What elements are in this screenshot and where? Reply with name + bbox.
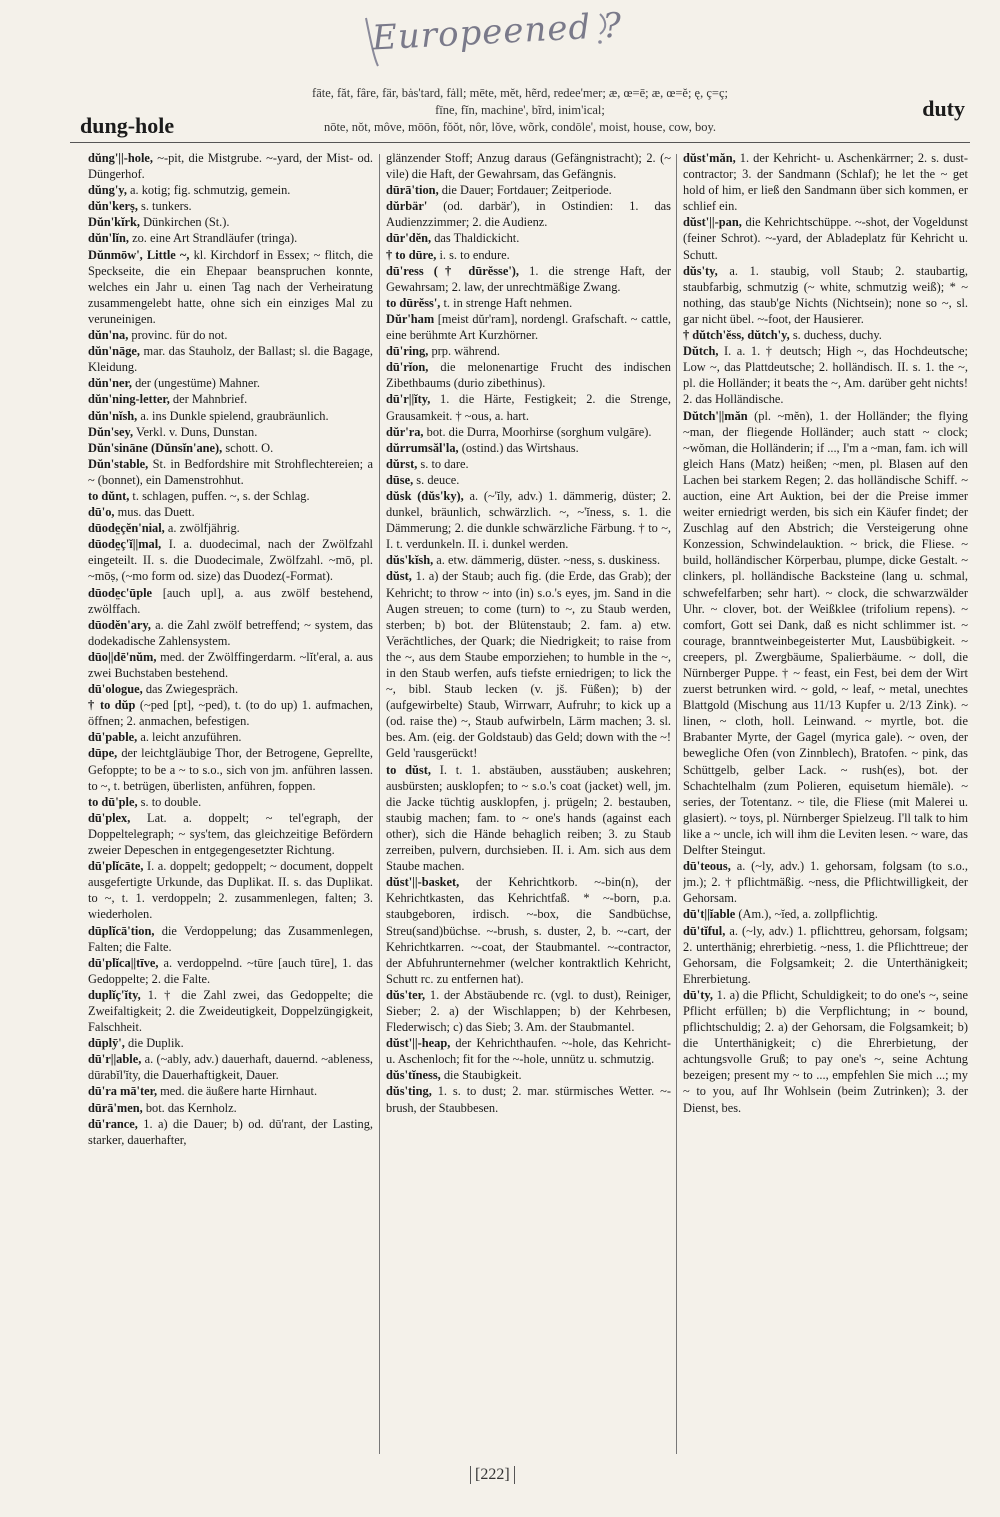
entry-definition: I. a. duodecimal, nach der Zwölfzahl eingeteilt. II. s. die Duodecimale, Zwölfzahl. ~mō, pl. ~mōṣ, (~mo form od. size) das Duodez(-Format). [88, 537, 373, 584]
entry-definition: bot. die Durra, Moorhirse (sorghum vulgāre). [423, 424, 652, 439]
entry-headword: to dū'ple, [88, 794, 138, 809]
entry-definition: t. in strenge Haft nehmen. [440, 295, 573, 310]
entry-definition: (~ped [pt], ~ped), t. (to do up) 1. aufmachen, öffnen; 2. anmachen, befestigen. [88, 698, 373, 729]
dictionary-entry [88, 504, 373, 520]
entry-headword: dŭn'ning-letter, [88, 392, 170, 407]
entry-definition: [auch upl], a. aus zwölf bestehend, zwölffach. [88, 585, 373, 616]
entry-headword: dū'plex, [88, 810, 131, 825]
entry-headword: dŭst'măn, [683, 151, 736, 165]
entry-headword: dū'plĭcāte, [88, 859, 144, 874]
entry-headword: dŭn'nĭsh, [88, 408, 138, 423]
column-middle [386, 150, 671, 1460]
entry-definition: kl. Kirchdorf in Essex; ~ flitch, die Speckseite, die ein Ehepaar beanspruchen konnte, welches ein Jahr u. einen Tag nach der Verheiratung zusammengelebt hatte, ohne sich ein einziges Mal zu veruneinigen. [88, 247, 373, 326]
entry-definition: (Am.), ~ĭed, a. zollpflichtig. [735, 907, 878, 922]
entry-headword: dŭst'||-basket, [386, 875, 460, 890]
dictionary-entry [88, 745, 373, 793]
dictionary-entry [386, 488, 671, 552]
entry-headword: dŭrst, [386, 456, 418, 471]
entry-headword: dŭn'kerṣ, [88, 199, 138, 214]
dictionary-entry [88, 536, 373, 584]
entry-headword: duplĭç'ĭty, [88, 987, 141, 1002]
entry-headword: dūode̤ç'ĭ||mal, [88, 537, 162, 552]
dictionary-entry [386, 247, 671, 263]
entry-definition: ~-pit, die Mistgrube. ~-yard, der Mist- od. Düngerhof. [88, 151, 373, 182]
dictionary-entry [88, 327, 373, 343]
dictionary-entry [88, 1051, 373, 1083]
entry-definition: die Kehrichtschüppe. ~-shot, der Vogeldunst (feiner Schrot). ~-yard, der Abladeplatz für Kehricht u. Schutt. [683, 215, 968, 262]
pronunciation-key-line: nōte, nŏt, môve, mōōn, fŏŏt, nôr, lŏve, wõrk, condōle', moist, house, cow, boy. [323, 120, 717, 134]
dictionary-entry [88, 343, 373, 375]
dictionary-entry [683, 343, 968, 407]
entry-headword: dŭrrumsăl'la, [386, 440, 459, 455]
entry-definition: a. (~'ĭly, adv.) 1. dämmerig, düster; 2. dunkel, bräunlich, schwärzlich. ~, ~'ĭness, s. 1. die Dämmerung; 2. die dunkle schwärzliche Färbung. † to ~, I. t. verdunkeln. II. i. dunkel werden. [386, 488, 671, 552]
entry-headword: dū'tĭful, [683, 923, 726, 938]
entry-definition: s. deuce. [413, 472, 460, 487]
entry-definition: 1. der Abstäubende rc. (vgl. to dust), Reiniger, Sieber; 2. a) der Wischlappen; b) der Kehrbesen, Flederwisch; c) das Sieb; 3. Am. der Staubmantel. [386, 987, 671, 1035]
entry-headword: dŭng'y, [88, 183, 127, 198]
entry-definition: (ostind.) das Wirtshaus. [458, 440, 579, 455]
page-number: [222] [470, 1466, 515, 1484]
entry-headword: † to dŭp [88, 698, 136, 713]
entry-definition: die Duplik. [124, 1036, 184, 1051]
entry-definition: 1. a) die Dauer; b) od. dū'rant, der Lasting, starker, dauerhafter, [88, 1116, 373, 1147]
entry-headword: dŭn'ner, [88, 376, 132, 391]
entry-definition: I. t. 1. abstäuben, ausstäuben; auskehren; ausbürsten; ausklopfen; to ~ s.o.'s coat (jacket) well, jm. die Jacke tüchtig ausklopfen, j. prügeln; 2. bestauben, staubig machen; fam. to ~ one's hands (against each other), sich die Hände behaglich reiben; 3. zu Staub zerreiben, pulvern, durchsieben. II. i. Am. sich aus dem Staube machen. [386, 762, 671, 874]
dictionary-entry [88, 681, 373, 697]
dictionary-entry [88, 391, 373, 407]
entry-definition: I. a. doppelt; gedoppelt; ~ document, doppelt ausgefertigte Urkunde, das Duplikat. II. s. das Duplikat. to ~, t. 1. verdoppeln; 2. zusammenlegen, falten; 3. wiederholen. [88, 859, 373, 922]
dictionary-entry [88, 440, 373, 456]
entry-headword: dūode̤çĕn'nial, [88, 521, 165, 536]
entry-definition: s. duchess, duchy. [789, 328, 882, 343]
dictionary-entry [386, 182, 671, 198]
entry-definition: t. schlagen, puffen. ~, s. der Schlag. [129, 488, 310, 503]
dictionary-entry [88, 1083, 373, 1099]
entry-headword: Dŭr'ham [386, 311, 435, 326]
dictionary-entry [386, 1067, 671, 1083]
dictionary-entry [88, 1116, 373, 1148]
entry-headword: dūrā'tion, [386, 183, 439, 198]
dictionary-entry [386, 874, 671, 987]
column-left [88, 150, 373, 1460]
entry-definition: (pl. ~mĕn), 1. der Holländer; the flying ~man, der fliegende Holländer; auch statt ~ clock; ~wŏman, die Holländerin; if ..., I'm a ~man, fam. ich will gleich Hans (Matz) heißen; ~men, pl. Blasen auf den Lachen bei starkem Regen; 2. das holländische Schiff. ~ auction, eine Art Auktion, bei der die Preise immer weiter erniedrigt werden, bis sich ein Käufer findet; der Zuschlag auf den Abstrich; die Versteigerung ohne Konzession, Schwindelauktion. ~ brick, die Fliese. ~ build, holländischer Körperbau, plumpe, dicke Gestalt. ~ clinkers, pl. holländische Backsteine (lang u. schmal, schwefelfarben; sehr hart). ~ clock, die schwarzwälder Uhr. ~ clover, bot. der Weißklee (trifolium repens). ~ comfort, Gott sei Dank, daß es nicht schlimmer ist. ~ courage, branntweinbegeisterter Mut, Lausbübigkeit. ~ creepers, pl. Zwergbäume, Spalierbäume. ~ doll, die Nürnberger Puppe. † ~ feast, ein Fest, bei dem der Wirt zuerst betrunken wird. ~ gold, ~ leaf, ~ metal, unechtes Blattgold (Mischung aus 11/13 Kupfer u. 2/13 Zink). ~ linen, ~ cloth, holl. Leinwand. ~ myrtle, bot. die Brabanter Myrte, der Gagel (myrica gale). ~ oven, der bewegliche Ofen (von Zinnblech), Bratofen. ~ pink, das Schüttgelb, gelber Lack. ~ rush(es), bot. der Schachtelhalm (zum Polieren, equisetum hiemāle). ~ series, der Totentanz. ~ tile, die Fliese (mit Malerei u. glasiert). ~ toys, pl. Nürnberger Spielzeug. I'll talk to him like a ~ uncle, ich will ihm die Leviten lesen. ~ ware, das Delfter Steingut. [683, 408, 968, 858]
entry-definition: a. zwölfjährig. [164, 521, 240, 536]
entry-headword: dū'r||able, [88, 1052, 142, 1067]
pronunciation-key-line: fīne, fĭn, machine', bĩrd, inim'ical; [435, 103, 605, 117]
dictionary-entry [386, 762, 671, 875]
dictionary-entry [88, 520, 373, 536]
entry-headword: dū'ring, [386, 344, 429, 359]
entry-headword: dū'rance, [88, 1116, 138, 1131]
entry-definition: med. der Zwölffingerdarm. ~lĭt'eral, a. aus zwei Buchstaben bestehend. [88, 649, 373, 680]
dictionary-entry [88, 456, 373, 488]
dictionary-entry [386, 343, 671, 359]
entry-headword: dū'r||ĭty, [386, 392, 431, 407]
dictionary-entry [386, 198, 671, 230]
dictionary-entry [683, 327, 968, 343]
dictionary-entry [386, 552, 671, 568]
entry-definition: 1. a) die Pflicht, Schuldigkeit; to do one's ~, seine Pflicht erfüllen; b) die Verpflichtung; in ~ bound, pflichtschuldig; 2. a) der Gehorsam, die Folgsamkeit; b) die Unterthänigkeit; c) die Ehrerbietung, der achtungsvolle Gruß; to pay one's ~, seine Achtung bezeigen; present my ~ to ..., empfehlen Sie mich ...; my ~ to you, auf Ihr Wohlsein (beim Zutrinken); 3. der Dienst, bes. [683, 987, 968, 1115]
dictionary-entry [683, 987, 968, 1116]
entry-headword: dŭn'nāge, [88, 344, 140, 359]
dictionary-entry [88, 488, 373, 504]
entry-headword: to dūrĕss', [386, 295, 441, 310]
dictionary-entry [88, 697, 373, 729]
entry-definition: die Verdoppelung; das Zusammenlegen, Falten; die Falte. [88, 923, 373, 954]
dictionary-entry [88, 247, 373, 327]
entry-definition: prp. während. [428, 344, 500, 359]
dictionary-entry [88, 1100, 373, 1116]
entry-definition: a. ins Dunkle spielend, graubräunlich. [137, 408, 329, 423]
header-rule [70, 142, 970, 143]
column-right [683, 150, 968, 1460]
entry-headword: dŭs'tĭness, [386, 1068, 441, 1083]
entry-definition: Lat. a. doppelt; ~ tel'egraph, der Doppeltelegraph; ~ sys'tem, das gleichzeitige Befördern zweier Depeschen in entgegengesetzter Richtung. [88, 810, 373, 858]
dictionary-entry [386, 311, 671, 343]
entry-headword: dū'ologue, [88, 682, 143, 697]
entry-definition: der (ungestüme) Mahner. [131, 376, 260, 391]
entry-headword: dŭn'na, [88, 328, 129, 343]
entry-definition: die Dauer; Fortdauer; Zeitperiode. [438, 183, 612, 198]
entry-definition: das Thaldickicht. [431, 231, 520, 246]
entry-headword: dūplĭcā'tion, [88, 923, 155, 938]
entry-headword: Dŭn'sey, [88, 424, 134, 439]
page-header [70, 80, 970, 140]
entry-definition: s. to double. [137, 794, 202, 809]
dictionary-entry [386, 987, 671, 1035]
entry-headword: dŭs'kĭsh, [386, 553, 434, 568]
pronunciation-key-line: fāte, făt, fâre, fär, bȧs'tard, fȧll; mēte, mĕt, hẽrd, redee'mer; æ, œ=ē; æ, œ=ĕ; ę, ç=ç; [312, 86, 728, 100]
entry-headword: dŭsk (dŭs'ky), [386, 488, 464, 503]
entry-definition: bot. das Kernholz. [142, 1100, 237, 1115]
dictionary-entry [88, 424, 373, 440]
dictionary-entry [88, 794, 373, 810]
entry-headword: dū'o, [88, 505, 115, 520]
entry-headword: dŭst, [386, 569, 412, 584]
dictionary-entry [386, 359, 671, 391]
entry-headword: dŭng'||-hole, [88, 151, 154, 165]
dictionary-entry [683, 263, 968, 327]
entry-headword: dū't||ĭable [683, 907, 736, 922]
dictionary-entry [88, 198, 373, 214]
dictionary-entry [386, 295, 671, 311]
dictionary-entry [683, 923, 968, 987]
entry-definition: provinc. für do not. [128, 328, 228, 343]
entry-headword: dūrā'men, [88, 1100, 143, 1115]
entry-headword: dū'teous, [683, 859, 731, 874]
column-divider [379, 154, 380, 1454]
dictionary-entry [88, 1035, 373, 1051]
left-guide-word: dung-hole [80, 113, 175, 138]
entry-headword: Dŭtch, [683, 344, 719, 359]
entry-headword: dūr'dĕn, [386, 231, 432, 246]
dictionary-entry [88, 408, 373, 424]
dictionary-entry [386, 263, 671, 295]
entry-headword: dŭn'lĭn, [88, 231, 129, 246]
dictionary-entry [88, 858, 373, 922]
entry-definition: glänzender Stoff; Anzug daraus (Gefängnistracht); 2. (~ vile) die Haft, der Gewahrsam, das Gefängnis. [386, 151, 671, 182]
entry-definition: med. die äußere harte Hirnhaut. [157, 1084, 318, 1099]
dictionary-entry [88, 649, 373, 681]
entry-definition: a. (~ly, adv.) 1. pflichttreu, gehorsam, folgsam; 2. unterthänig; ehrerbietig. ~ness, 1. die Pflichttreue; der Gehorsam, die Folgsamkeit; 2. die Unterthänigkeit; Ehrerbietung. [683, 923, 968, 986]
entry-headword: dūode̤c'ūple [88, 585, 153, 600]
entry-definition: das Zwiegespräch. [142, 682, 239, 697]
dictionary-entry [386, 150, 671, 182]
entry-definition: 1. der Kehricht- u. Aschenkärrner; 2. s. dust-contractor; 3. der Sandmann (Schlaf); he let the ~ get hold of him, er ließ den Sandmann über sich kommen, er schlief ein. [683, 151, 968, 214]
right-guide-word: duty [922, 96, 965, 121]
entry-definition: St. in Bedfordshire mit Strohflechtereien; a ~ (bonnet), ein Damenstrohhut. [88, 456, 373, 487]
column-divider [676, 154, 677, 1454]
entry-headword: dū'ty, [683, 987, 713, 1002]
entry-headword: † dŭtch'ĕss, dŭtch'y, [683, 328, 790, 343]
entry-headword: dūo||dē'nŭm, [88, 649, 157, 664]
entry-definition: I. a. 1. † deutsch; High ~, das Hochdeutsche; Low ~, das Plattdeutsche; 2. holländisch. II. s. 1. the ~, pl. die Holländer; it beats the ~, Am. darüber geht nichts! 2. das Holländische. [683, 344, 968, 407]
dictionary-entry [683, 858, 968, 906]
entry-headword: dŭst'||-pan, [683, 215, 742, 230]
entry-definition: (od. darbär'), in Ostindien: 1. das Audienzzimmer; 2. die Audienz. [386, 199, 671, 230]
entry-definition: 1. † die Zahl zwei, das Gedoppelte; die Zweifaltigkeit; 2. die Zweideutigkeit, Doppelzüngigkeit, Falschheit. [88, 987, 373, 1035]
entry-headword: dŭs'ty, [683, 263, 718, 278]
dictionary-entry [88, 585, 373, 617]
entry-definition: Dünkirchen (St.). [140, 215, 230, 230]
entry-headword: dūodĕn'ary, [88, 617, 152, 632]
entry-definition: 1. a) der Staub; auch fig. (die Erde, das Grab); der Kehricht; to throw ~ into (in) s.o.'s eyes, jm. Sand in die Augen streuen; to come (turn) to ~, zu Staub werden, sterben; b) bot. der Blütenstaub; 2. fam. a) etw. Verächtliches, der Quark; die Niedrigkeit; to raise from the ~, aus dem Staube emporziehen; to humble in the ~, in den Staub werfen, aufs tiefste erniedrigen; to lick the ~, bibl. Staub lecken (v. jš. Füßen); b) der (aufgewirbelte) Staub, Wirrwarr, Aufruhr; to kick up a (od. raise the) ~, Staub aufwirbeln, Lärm machen; 3. sl. bes. Am. (eig. der Goldstaub) das Geld; down with the ~! Geld 'rausgerückt! [386, 569, 671, 761]
entry-definition: [meist dŭr'ram], nordengl. Grafschaft. ~ cattle, eine berühmte Art Kurzhörner. [386, 311, 671, 343]
entry-definition: der Mahnbrief. [169, 392, 248, 407]
dictionary-entry [88, 729, 373, 745]
dictionary-entry [386, 456, 671, 472]
entry-headword: to dŭnt, [88, 488, 130, 503]
entry-headword: to dŭst, [386, 762, 431, 777]
entry-definition: mus. das Duett. [114, 505, 195, 520]
entry-definition: a. (~ly, adv.) 1. gehorsam, folgsam (to s.o., jm.); 2. † pflichtmäßig. ~ness, die Pflichtwilligkeit, der Gehorsam. [683, 859, 968, 906]
entry-headword: dūplȳ', [88, 1036, 125, 1051]
handwritten-note: Europeened ? [371, 5, 624, 59]
dictionary-entry [88, 375, 373, 391]
entry-headword: dŭrbär' [386, 199, 428, 214]
entry-headword: Dŭtch'||măn [683, 408, 748, 423]
entry-definition: zo. eine Art Strandläufer (tringa). [129, 231, 298, 246]
entry-definition: 1. s. to dust; 2. mar. stürmisches Wetter. ~-brush, der Staubbesen. [386, 1084, 671, 1115]
dictionary-entry [88, 955, 373, 987]
entry-headword: Dŭn'sināne (Dŭnsĭn'ane), [88, 440, 223, 455]
entry-headword: † to dūre, [386, 247, 437, 262]
entry-headword: dūse, [386, 472, 414, 487]
entry-headword: Dŭn'kĭrk, [88, 215, 140, 230]
dictionary-entry [386, 568, 671, 761]
entry-definition: a. leicht anzuführen. [137, 730, 242, 745]
dictionary-entry [386, 230, 671, 246]
dictionary-entry [88, 617, 373, 649]
dictionary-entry [88, 230, 373, 246]
entry-definition: a. (~ably, adv.) dauerhaft, dauernd. ~ableness, dūrabĭl'ĭty, die Dauerhaftigkeit, Dauer. [88, 1052, 373, 1083]
entry-definition: die melonenartige Frucht des indischen Zibethbaums (durio zibethinus). [386, 360, 671, 391]
entry-definition: 1. die Härte, Festigkeit; 2. die Strenge, Grausamkeit. † ~ous, a. hart. [386, 392, 671, 423]
dictionary-entry [386, 472, 671, 488]
dictionary-entry [386, 1035, 671, 1067]
entry-headword: dŭst'||-heap, [386, 1036, 451, 1051]
dictionary-entry [683, 408, 968, 859]
dictionary-entry [88, 182, 373, 198]
entry-headword: dū'ra mā'ter, [88, 1084, 158, 1099]
dictionary-entry [88, 987, 373, 1035]
entry-definition: der Kehrichthaufen. ~-hole, das Kehricht- u. Aschenloch; fit for the ~-hole, unnütz u. schmutzig. [386, 1036, 671, 1067]
dictionary-entry [386, 391, 671, 423]
pronunciation-key [220, 85, 820, 136]
entry-definition: a. kotig; fig. schmutzig, gemein. [126, 183, 291, 198]
entry-definition: schott. O. [222, 440, 274, 455]
entry-headword: dū'plĭca||tīve, [88, 955, 159, 970]
entry-headword: dū'rĭon, [386, 360, 429, 375]
entry-headword: Dŭn'stable, [88, 456, 149, 471]
dictionary-columns [88, 150, 968, 1460]
entry-definition: 1. die strenge Haft, der Gewahrsam; 2. law, der unrechtmäßige Zwang. [386, 263, 671, 294]
entry-definition: a. verdoppelnd. ~tūre [auch tūre], 1. das Gedoppelte; 2. die Falte. [88, 955, 373, 986]
dictionary-entry [386, 424, 671, 440]
entry-definition: Verkl. v. Duns, Dunstan. [133, 424, 258, 439]
entry-definition: s. tunkers. [137, 199, 192, 214]
dictionary-entry [683, 150, 968, 214]
entry-headword: dŭr'ra, [386, 424, 424, 439]
entry-headword: Dŭnmōw', Little ~, [88, 247, 190, 262]
entry-definition: mar. das Stauholz, der Ballast; sl. die Bagage, Kleidung. [88, 344, 373, 375]
entry-headword: dūpe, [88, 746, 118, 761]
entry-definition: a. etw. dämmerig, düster. ~ness, s. duskiness. [433, 553, 661, 568]
dictionary-entry [386, 1083, 671, 1115]
dictionary-entry [683, 214, 968, 262]
entry-definition: a. 1. staubig, voll Staub; 2. staubartig, staubfarbig, schmutzig (~ white, schmutzig weiß); * ~ nothing, das staub'ge Nichts (Nichtsein); none so ~, sl. gar nicht übel. ~-foot, der Hausierer. [683, 263, 968, 326]
entry-definition: s. to dare. [417, 456, 469, 471]
entry-headword: dū'pable, [88, 730, 138, 745]
entry-headword: dŭs'ting, [386, 1084, 432, 1099]
dictionary-entry [88, 150, 373, 182]
entry-definition: die Staubigkeit. [440, 1068, 522, 1083]
entry-headword: dū'ress († dūrĕsse'), [386, 263, 520, 278]
dictionary-entry [683, 906, 968, 922]
dictionary-entry [88, 810, 373, 858]
entry-definition: der leichtgläubige Thor, der Betrogene, Geprellte, Gefoppte; to be a ~ to s.o., sich von jm. anführen lassen. to ~, t. betrügen, überlisten, anführen, foppen. [88, 746, 373, 793]
entry-definition: i. s. to endure. [436, 247, 510, 262]
entry-headword: dŭs'ter, [386, 987, 426, 1002]
dictionary-entry [88, 214, 373, 230]
dictionary-entry [88, 923, 373, 955]
entry-definition: a. die Zahl zwölf betreffend; ~ system, das dodekadische Zahlensystem. [88, 617, 373, 648]
dictionary-entry [386, 440, 671, 456]
entry-definition: der Kehrichtkorb. ~-bin(n), der Kehrichtkasten, das Kehrichtfaß. * ~-born, p.a. staubgeboren, irdisch. ~-box, die Sandbüchse, Streu(sand)büchse. ~-brush, s. duster, 2, b. ~-cart, der Kehrichtkarren. ~-coat, der Staubmantel. ~-contractor, der Abfuhrunternehmer (welcher kontraktlich Kehricht, Schutt rc. zu entfernen hat). [386, 875, 671, 986]
